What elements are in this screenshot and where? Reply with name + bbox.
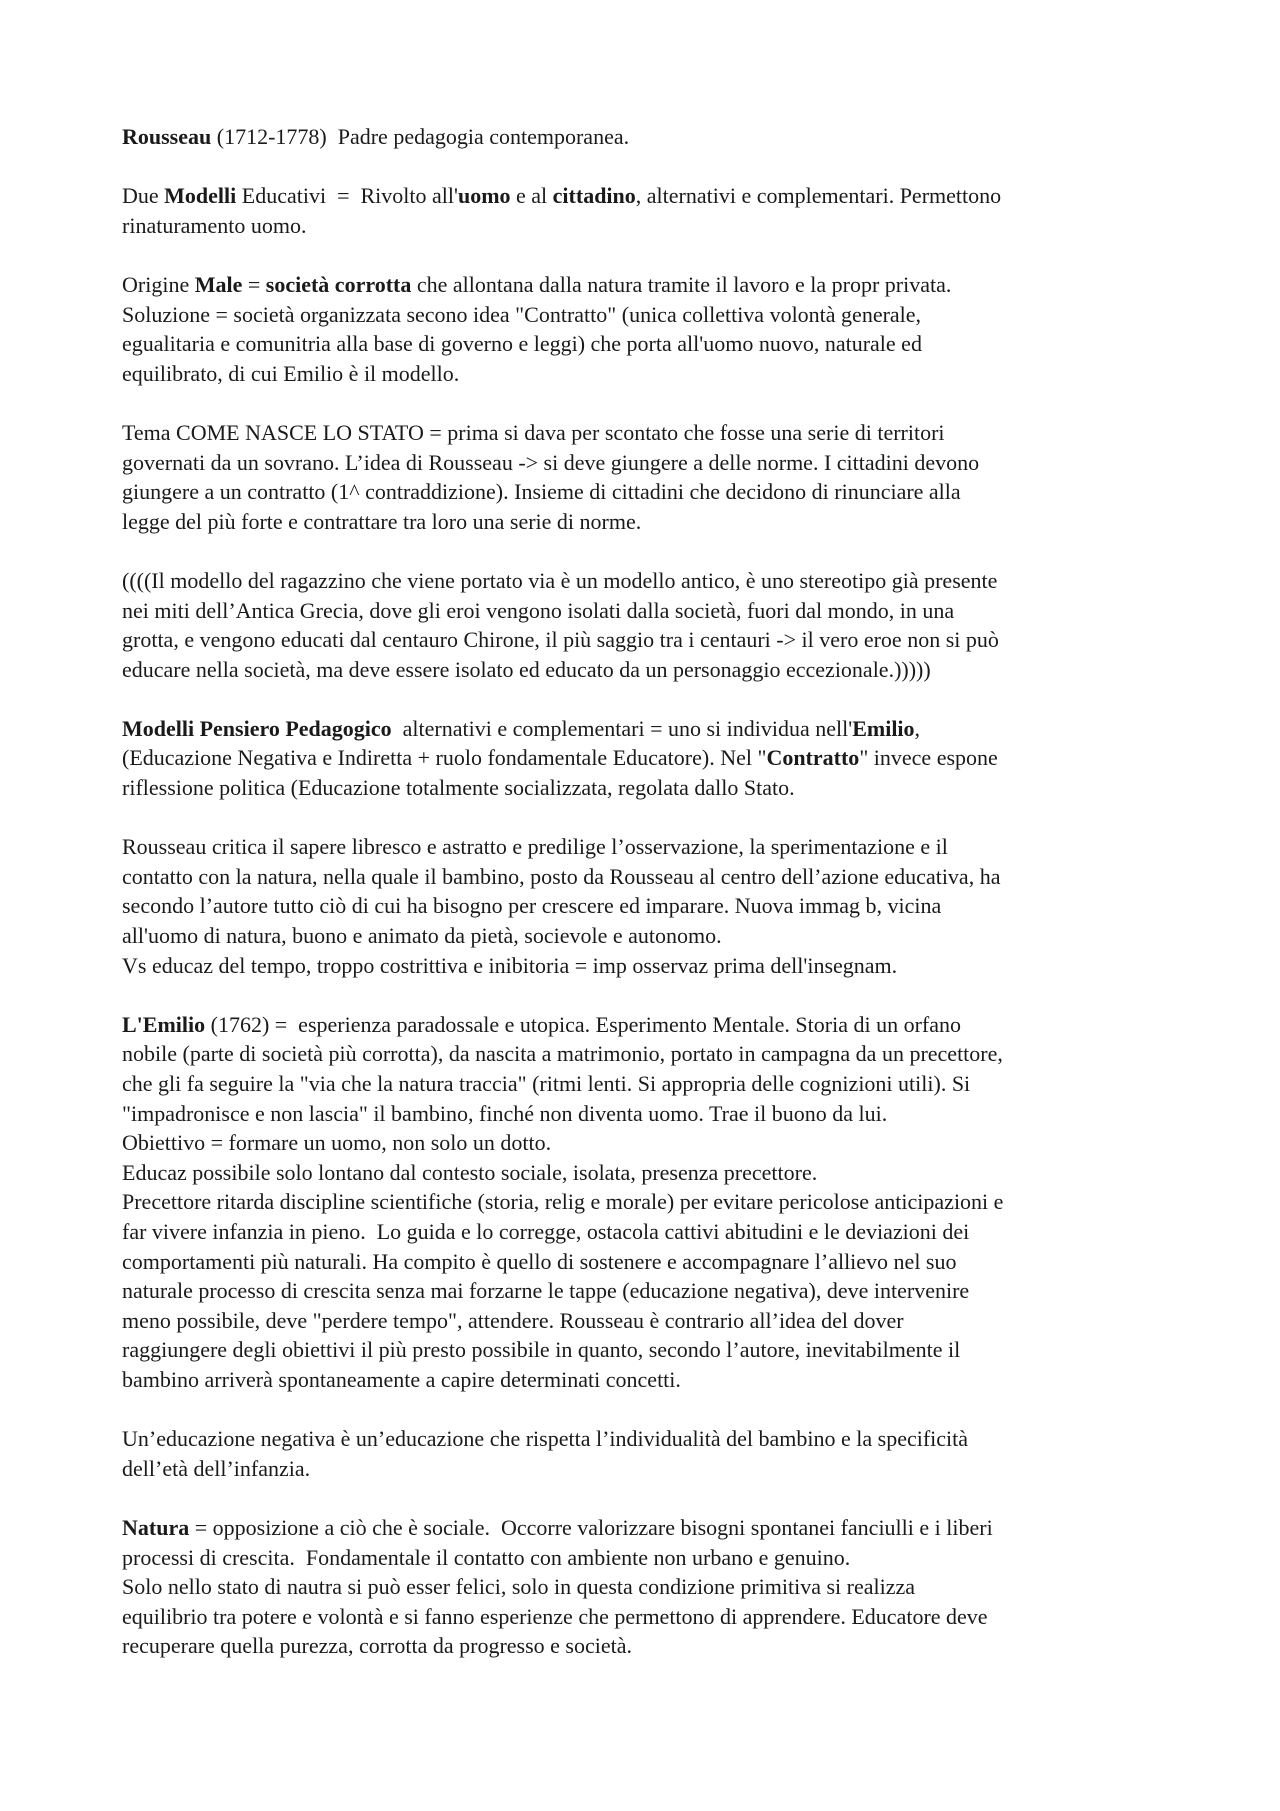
text-line — [122, 1543, 1172, 1573]
text-run: " invece espone — [859, 745, 998, 771]
text-line — [122, 507, 1172, 537]
text-run: riflessione politica (Educazione totalmente socializzata, regolata dallo Stato. — [122, 775, 795, 801]
text-run: comportamenti più naturali. Ha compito è quello di sostenere e accompagnare l’allievo nel suo — [122, 1248, 957, 1274]
text-run: equilibrato, di cui Emilio è il modello. — [122, 360, 460, 386]
text-run: Soluzione = società organizzata secono idea "Contratto" (unica collettiva volontà generale, — [122, 301, 922, 327]
text-run: Obiettivo = formare un uomo, non solo un dotto. — [122, 1130, 552, 1156]
paragraph-6 — [122, 714, 1172, 803]
text-run: Educaz possibile solo lontano dal contesto sociale, isolata, presenza precettore. — [122, 1159, 818, 1185]
text-run: (Educazione Negativa e Indiretta + ruolo fondamentale Educatore). Nel " — [122, 745, 767, 771]
text-run: (1712-1778) Padre pedagogia contemporanea. — [211, 124, 630, 149]
paragraph-1 — [122, 122, 1172, 152]
text-line — [122, 1158, 1172, 1188]
text-run: Precettore ritarda discipline scientifiche (storia, relig e morale) per evitare pericolose anticipazioni e — [122, 1189, 1004, 1215]
text-line — [122, 1631, 1172, 1661]
paragraph-10 — [122, 1513, 1172, 1661]
text-line — [122, 329, 1172, 359]
bold-term: uomo — [457, 183, 511, 209]
text-line — [122, 1513, 1172, 1543]
document-page — [122, 122, 1172, 1690]
text-line — [122, 300, 1172, 330]
text-run: Solo nello stato di nautra si può esser felici, solo in questa condizione primitiva si realizza — [122, 1574, 916, 1600]
text-run: educare nella società, ma deve essere isolato ed educato da un personaggio eccezionale.))))) — [122, 656, 931, 682]
text-line — [122, 1069, 1172, 1099]
bold-term: cittadino — [552, 183, 636, 209]
text-run: alternativi e complementari = uno si individua nell' — [391, 715, 853, 741]
text-line — [122, 743, 1172, 773]
bold-term: Modelli Pensiero Pedagogico — [122, 715, 392, 741]
text-line — [122, 1099, 1172, 1129]
text-line — [122, 448, 1172, 478]
text-run: Un’educazione negativa è un’educazione che rispetta l’individualità del bambino e la specificità — [122, 1426, 969, 1452]
text-run: equilibrio tra potere e volontà e si fanno esperienze che permettono di apprendere. Educatore deve — [122, 1603, 988, 1629]
text-run: (1762) = esperienza paradossale e utopica. Esperimento Mentale. Storia di un orfano — [205, 1011, 961, 1037]
text-run: che allontana dalla natura tramite il lavoro e la propr privata. — [411, 271, 952, 297]
text-line — [122, 1187, 1172, 1217]
text-run: Educativi = Rivolto all' — [236, 183, 458, 209]
text-line — [122, 1572, 1172, 1602]
text-line — [122, 773, 1172, 803]
bold-term: Emilio — [852, 715, 915, 741]
text-run: Due — [122, 183, 165, 209]
bold-term: società corrotta — [265, 271, 412, 297]
text-line — [122, 832, 1172, 862]
text-line — [122, 891, 1172, 921]
text-line — [122, 122, 1172, 152]
text-line — [122, 1335, 1172, 1365]
text-line — [122, 1010, 1172, 1040]
text-run: dell’età dell’infanzia. — [122, 1455, 311, 1481]
text-run: contatto con la natura, nella quale il bambino, posto da Rousseau al centro dell’azione educativa, ha — [122, 863, 1001, 889]
text-line — [122, 211, 1172, 241]
text-line — [122, 1276, 1172, 1306]
text-line — [122, 1306, 1172, 1336]
text-line — [122, 359, 1172, 389]
text-line — [122, 655, 1172, 685]
bold-term: Rousseau — [122, 124, 212, 149]
paragraph-5 — [122, 566, 1172, 684]
text-run: e al — [510, 183, 553, 209]
bold-term: Contratto — [766, 745, 860, 771]
text-run: = opposizione a ciò che è sociale. Occorre valorizzare bisogni spontanei fanciulli e i liberi — [189, 1514, 993, 1540]
text-run: meno possibile, deve "perdere tempo", attendere. Rousseau è contrario all’idea del dover — [122, 1307, 904, 1333]
text-run: naturale processo di crescita senza mai forzarne le tappe (educazione negativa), deve intervenire — [122, 1278, 970, 1304]
text-run: "impadronisce e non lascia" il bambino, finché non diventa uomo. Trae il buono da lui. — [122, 1100, 888, 1126]
text-line — [122, 596, 1172, 626]
bold-term: Male — [194, 271, 243, 297]
text-run: Tema COME NASCE LO STATO = prima si dava per scontato che fosse una serie di territori — [122, 419, 945, 445]
text-run: Rousseau critica il sapere libresco e astratto e predilige l’osservazione, la sperimentazione e il — [122, 834, 948, 860]
text-line — [122, 1247, 1172, 1277]
paragraph-4 — [122, 418, 1172, 536]
text-run: far vivere infanzia in pieno. Lo guida e lo corregge, ostacola cattivi abitudini e le deviazioni dei — [122, 1218, 970, 1244]
text-run: bambino arriverà spontaneamente a capire determinati concetti. — [122, 1366, 681, 1392]
text-run: Vs educaz del tempo, troppo costrittiva e inibitoria = imp osservaz prima dell'insegnam. — [122, 952, 898, 978]
text-run: che gli fa seguire la "via che la natura traccia" (ritmi lenti. Si appropria delle cognizioni utili). Si — [122, 1071, 971, 1096]
text-line — [122, 1039, 1172, 1069]
text-line — [122, 418, 1172, 448]
text-line — [122, 921, 1172, 951]
text-line — [122, 566, 1172, 596]
text-run: secondo l’autore tutto ciò di cui ha bisogno per crescere ed imparare. Nuova immag b, vicina — [122, 893, 942, 919]
text-run: giungere a un contratto (1^ contraddizione). Insieme di cittadini che decidono di rinunciare alla — [122, 479, 961, 505]
text-run: nobile (parte di società più corrotta), da nascita a matrimonio, portato in campagna da un precettore, — [122, 1041, 1003, 1067]
bold-term: Modelli — [164, 183, 237, 209]
text-run: egualitaria e comunitria alla base di governo e leggi) che porta all'uomo nuovo, naturale ed — [122, 331, 922, 357]
paragraph-2 — [122, 181, 1172, 240]
text-run: all'uomo di natura, buono e animato da pietà, socievole e autonomo. — [122, 923, 722, 949]
text-line — [122, 270, 1172, 300]
text-line — [122, 1365, 1172, 1395]
text-run: ((((Il modello del ragazzino che viene portato via è un modello antico, è uno stereotipo già presente — [122, 567, 998, 593]
bold-term: Natura — [122, 1514, 190, 1540]
text-line — [122, 862, 1172, 892]
bold-term: L'Emilio — [122, 1011, 206, 1037]
text-run: grotta, e vengono educati dal centauro Chirone, il più saggio tra i centauri -> il vero eroe non si può — [122, 627, 999, 653]
text-line — [122, 1128, 1172, 1158]
text-line — [122, 1424, 1172, 1454]
paragraph-9 — [122, 1424, 1172, 1483]
text-run: , — [914, 715, 921, 741]
paragraph-3 — [122, 270, 1172, 388]
text-line — [122, 625, 1172, 655]
text-run: Origine — [122, 271, 195, 297]
text-run: processi di crescita. Fondamentale il contatto con ambiente non urbano e genuino. — [122, 1544, 851, 1570]
text-run: nei miti dell’Antica Grecia, dove gli eroi vengono isolati dalla società, fuori dal mondo, in una — [122, 597, 955, 623]
text-line — [122, 951, 1172, 981]
text-run: rinaturamento uomo. — [122, 212, 307, 238]
text-run: governati da un sovrano. L’idea di Rousseau -> si deve giungere a delle norme. I cittadini devono — [122, 449, 980, 475]
text-line — [122, 714, 1172, 744]
text-line — [122, 1454, 1172, 1484]
text-run: recuperare quella purezza, corrotta da progresso e società. — [122, 1633, 632, 1659]
text-line — [122, 477, 1172, 507]
text-line — [122, 1217, 1172, 1247]
text-line — [122, 1602, 1172, 1632]
paragraph-8 — [122, 1010, 1172, 1395]
text-line — [122, 181, 1172, 211]
text-run: = — [242, 271, 266, 297]
text-run: , alternativi e complementari. Permettono — [635, 183, 1002, 209]
text-run: raggiungere degli obiettivi il più presto possibile in quanto, secondo l’autore, inevitabilmente il — [122, 1337, 961, 1363]
paragraph-7 — [122, 832, 1172, 980]
text-run: legge del più forte e contrattare tra loro una serie di norme. — [122, 508, 642, 534]
